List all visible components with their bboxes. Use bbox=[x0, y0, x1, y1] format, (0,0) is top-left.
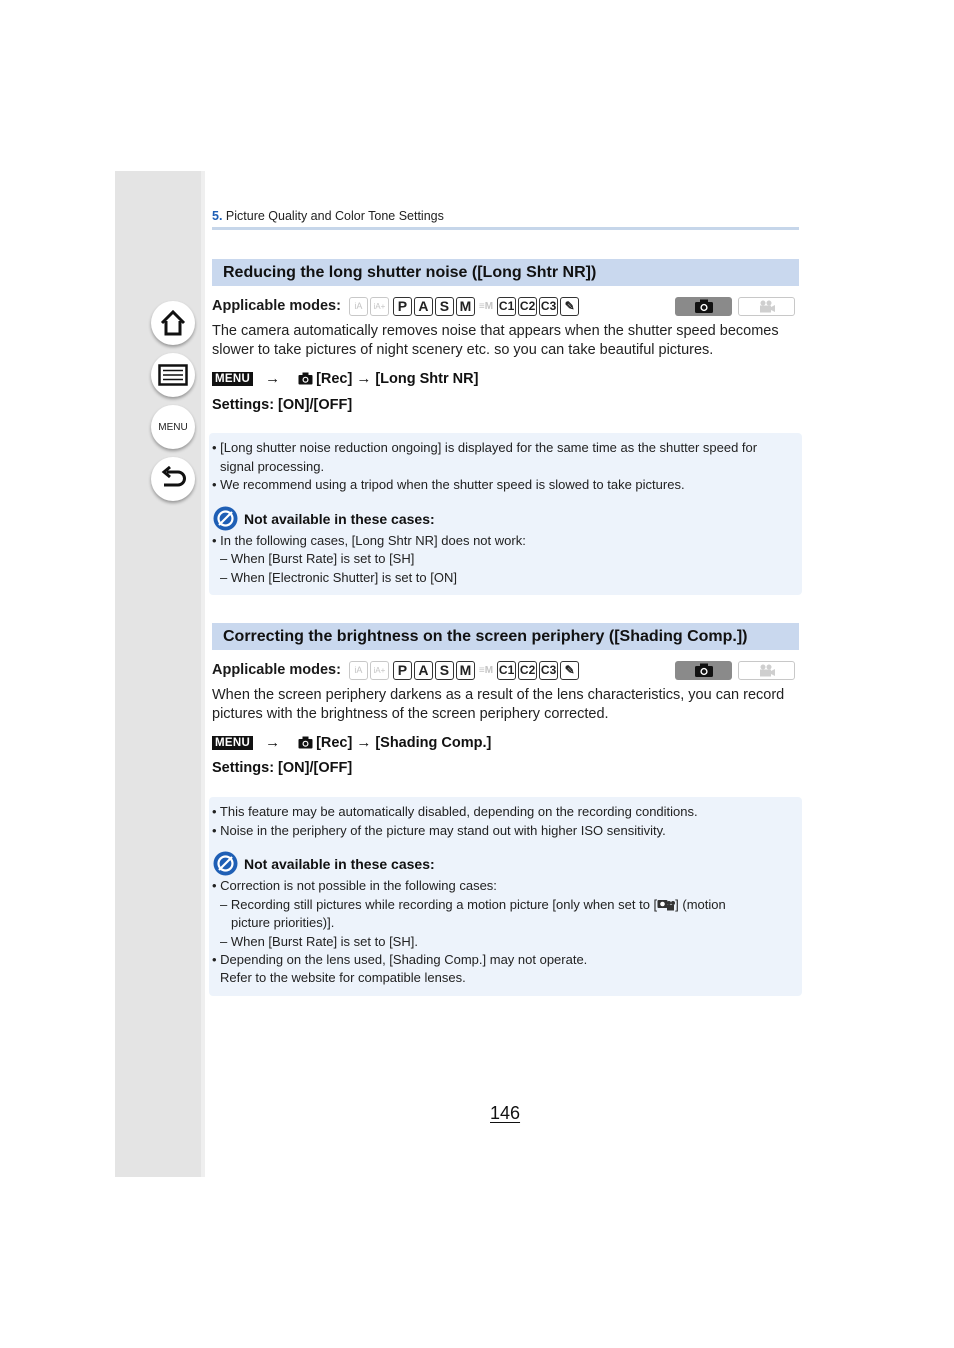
chapter-title: Picture Quality and Color Tone Settings bbox=[225, 209, 444, 223]
shading-comp-item: [Shading Comp.] bbox=[375, 734, 492, 751]
mode-c3-icon: C3 bbox=[539, 297, 558, 316]
applicable-modes-row bbox=[212, 295, 581, 317]
rec-menu: [Rec] bbox=[316, 370, 353, 387]
mode-c2-icon: C2 bbox=[518, 661, 537, 680]
rec-menu: [Rec] bbox=[316, 734, 353, 751]
chapter-number: 5. bbox=[212, 209, 223, 223]
chapter-rule bbox=[212, 227, 799, 230]
mode-a-icon: A bbox=[414, 661, 433, 680]
na-line: • Correction is not possible in the following cases: bbox=[212, 878, 497, 893]
sidebar-divider bbox=[201, 171, 205, 1177]
na-text: – Recording still pictures while recording a motion picture [only when set to [ bbox=[220, 897, 658, 912]
na-line: – When [Burst Rate] is set to [SH]. bbox=[220, 934, 418, 949]
mode-m-icon: M bbox=[456, 661, 475, 680]
not-available-title: Not available in these cases: bbox=[244, 855, 435, 872]
note-line: • Noise in the periphery of the picture may stand out with higher ISO sensitivity. bbox=[212, 823, 666, 838]
applicable-modes-label: Applicable modes: bbox=[212, 298, 341, 314]
menu-badge: MENU bbox=[212, 372, 253, 386]
camera-icon bbox=[298, 736, 313, 749]
video-camera-icon bbox=[758, 664, 776, 677]
note-line: • This feature may be automatically disabled, depending on the recording conditions. bbox=[212, 804, 698, 819]
na-line: • In the following cases, [Long Shtr NR] does not work: bbox=[212, 533, 526, 548]
mode-ia-plus-icon: iA+ bbox=[370, 297, 389, 316]
section1-menu-path bbox=[212, 370, 478, 387]
video-camera-icon bbox=[758, 300, 776, 313]
na-line: Refer to the website for compatible lenses. bbox=[220, 970, 466, 985]
section1-note-box bbox=[209, 433, 802, 595]
photo-mode-tab bbox=[675, 661, 732, 680]
mode-ia-plus-icon: iA+ bbox=[370, 661, 389, 680]
not-available-icon bbox=[213, 506, 238, 531]
return-arrow-icon bbox=[159, 466, 187, 492]
arrow: → bbox=[265, 370, 281, 387]
section1-settings: Settings: [ON]/[OFF] bbox=[212, 397, 353, 413]
mode-p-icon: P bbox=[393, 297, 412, 316]
arrow: → bbox=[356, 370, 372, 387]
home-button[interactable] bbox=[151, 301, 195, 345]
photo-mode-tab bbox=[675, 297, 732, 316]
mode-s-icon: S bbox=[435, 297, 454, 316]
na-line: – When [Electronic Shutter] is set to [ON] bbox=[220, 570, 457, 585]
section2-settings: Settings: [ON]/[OFF] bbox=[212, 760, 353, 776]
camera-icon bbox=[694, 299, 714, 314]
mode-s-icon: S bbox=[435, 661, 454, 680]
mode-creative-control-icon: ✎ bbox=[560, 661, 579, 680]
section2-menu-path bbox=[212, 734, 491, 751]
menu-badge: MENU bbox=[212, 736, 253, 750]
mode-ia-icon: iA bbox=[349, 661, 368, 680]
section2-note-box bbox=[209, 797, 802, 996]
applicable-modes-label: Applicable modes: bbox=[212, 662, 341, 678]
section1-intro: The camera automatically removes noise that appears when the shutter speed becomes slower to take pictures of night scenery etc. so you can take beautiful pictures. bbox=[212, 323, 779, 358]
video-mode-tab bbox=[738, 661, 795, 680]
mode-ia-icon: iA bbox=[349, 297, 368, 316]
not-available-heading bbox=[213, 506, 435, 531]
mode-creative-video-icon: ≡M bbox=[478, 300, 494, 312]
camera-icon bbox=[298, 372, 313, 385]
note-line: • We recommend using a tripod when the shutter speed is slowed to take pictures. bbox=[212, 477, 685, 492]
section2-intro: When the screen periphery darkens as a result of the lens characteristics, you can record pictures with the brightness of the screen periphery corrected. bbox=[212, 687, 785, 722]
applicable-modes-row bbox=[212, 659, 581, 681]
not-available-heading bbox=[213, 851, 435, 876]
camera-icon bbox=[694, 663, 714, 678]
table-of-contents-button[interactable] bbox=[151, 353, 195, 397]
long-shtr-nr-item: [Long Shtr NR] bbox=[375, 370, 479, 387]
mode-c3-icon: C3 bbox=[539, 661, 558, 680]
note-line: • [Long shutter noise reduction ongoing] is displayed for the same time as the shutter speed for bbox=[212, 440, 758, 455]
section-heading-long-shtr-nr: Reducing the long shutter noise ([Long Shtr NR]) bbox=[212, 259, 799, 286]
not-available-icon bbox=[213, 851, 238, 876]
na-text: ] (motion bbox=[675, 897, 726, 912]
na-line: – When [Burst Rate] is set to [SH] bbox=[220, 551, 415, 566]
section-heading-shading-comp: Correcting the brightness on the screen periphery ([Shading Comp.]) bbox=[212, 623, 799, 650]
menu-list-button[interactable] bbox=[151, 405, 195, 449]
back-button[interactable] bbox=[151, 457, 195, 501]
chapter-header bbox=[212, 209, 444, 223]
not-available-title: Not available in these cases: bbox=[244, 510, 435, 527]
arrow: → bbox=[265, 734, 281, 751]
mode-m-icon: M bbox=[456, 297, 475, 316]
mode-c1-icon: C1 bbox=[497, 297, 516, 316]
menu-label: MENU bbox=[158, 421, 188, 433]
mode-creative-video-icon: ≡M bbox=[478, 664, 494, 676]
motion-picture-priority-icon bbox=[657, 898, 675, 911]
video-mode-tab bbox=[738, 297, 795, 316]
note-line: signal processing. bbox=[220, 459, 325, 474]
mode-c1-icon: C1 bbox=[497, 661, 516, 680]
mode-p-icon: P bbox=[393, 661, 412, 680]
mode-c2-icon: C2 bbox=[518, 297, 537, 316]
page-number: 146 bbox=[490, 1103, 521, 1123]
na-line: picture priorities)]. bbox=[231, 915, 335, 930]
home-icon bbox=[159, 309, 187, 337]
arrow: → bbox=[356, 734, 372, 751]
list-icon bbox=[158, 364, 188, 386]
mode-a-icon: A bbox=[414, 297, 433, 316]
mode-creative-control-icon: ✎ bbox=[560, 297, 579, 316]
na-line-with-icon bbox=[220, 896, 726, 914]
na-line: • Depending on the lens used, [Shading Comp.] may not operate. bbox=[212, 952, 588, 967]
